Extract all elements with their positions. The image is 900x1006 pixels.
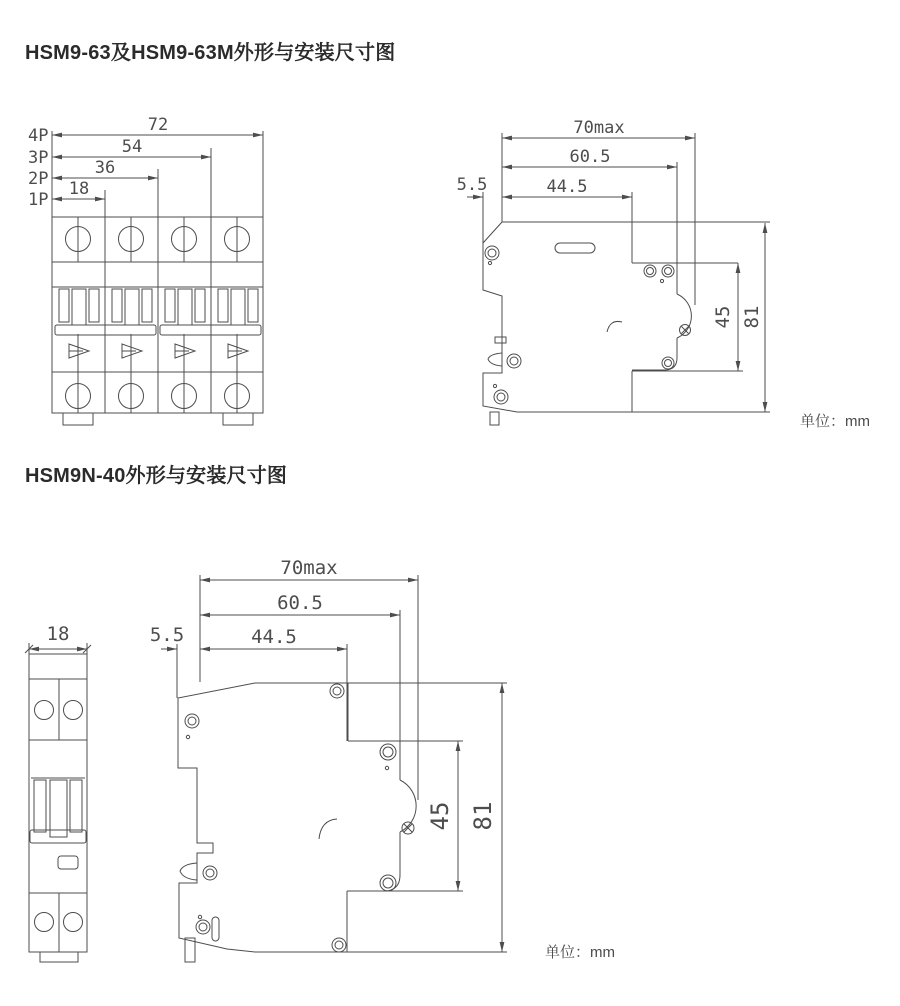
pole-label-1p: 1P xyxy=(28,190,49,210)
dim-60-5: 60.5 xyxy=(277,592,323,614)
dim-5-5: 5.5 xyxy=(149,624,185,646)
hsm9-63-side-view-drawing xyxy=(445,100,815,440)
dim-81: 81 xyxy=(741,305,763,329)
front-view-dimension-lines xyxy=(25,643,91,658)
breaker-front-outline xyxy=(52,217,263,425)
dim-81: 81 xyxy=(469,801,497,831)
pole-label-2p: 2P xyxy=(28,169,49,189)
dim-45: 45 xyxy=(426,801,454,831)
dim-5-5: 5.5 xyxy=(456,175,488,195)
section-title-hsm9n-40: HSM9N-40外形与安装尺寸图 xyxy=(25,465,288,487)
dim-60-5: 60.5 xyxy=(569,147,611,167)
side-view-dimension-lines xyxy=(467,133,765,412)
hsm9n-40-front-view-drawing xyxy=(18,610,108,968)
hsm9-63-front-view-drawing xyxy=(20,105,290,440)
breaker-front-outline xyxy=(29,654,87,962)
side-view-dimension-lines xyxy=(161,575,502,952)
front-view-dimension-lines xyxy=(52,131,263,217)
pole-label-3p: 3P xyxy=(28,148,49,168)
hsm9n-40-side-view-drawing xyxy=(145,555,515,970)
dim-45: 45 xyxy=(712,305,734,329)
unit-label-1: 单位：mm xyxy=(800,413,870,430)
dim-18: 18 xyxy=(46,623,70,645)
dim-70max: 70max xyxy=(573,118,625,138)
dim-54: 54 xyxy=(121,137,143,157)
dim-72: 72 xyxy=(147,115,169,135)
section-title-hsm9-63: HSM9-63及HSM9-63M外形与安装尺寸图 xyxy=(25,42,396,64)
unit-label-2: 单位：mm xyxy=(545,944,615,961)
dim-70max: 70max xyxy=(280,557,338,579)
dim-36: 36 xyxy=(94,158,116,178)
dim-18: 18 xyxy=(68,179,90,199)
dim-44-5: 44.5 xyxy=(251,626,297,648)
pole-label-4p: 4P xyxy=(28,126,49,146)
dim-44-5: 44.5 xyxy=(546,177,588,197)
